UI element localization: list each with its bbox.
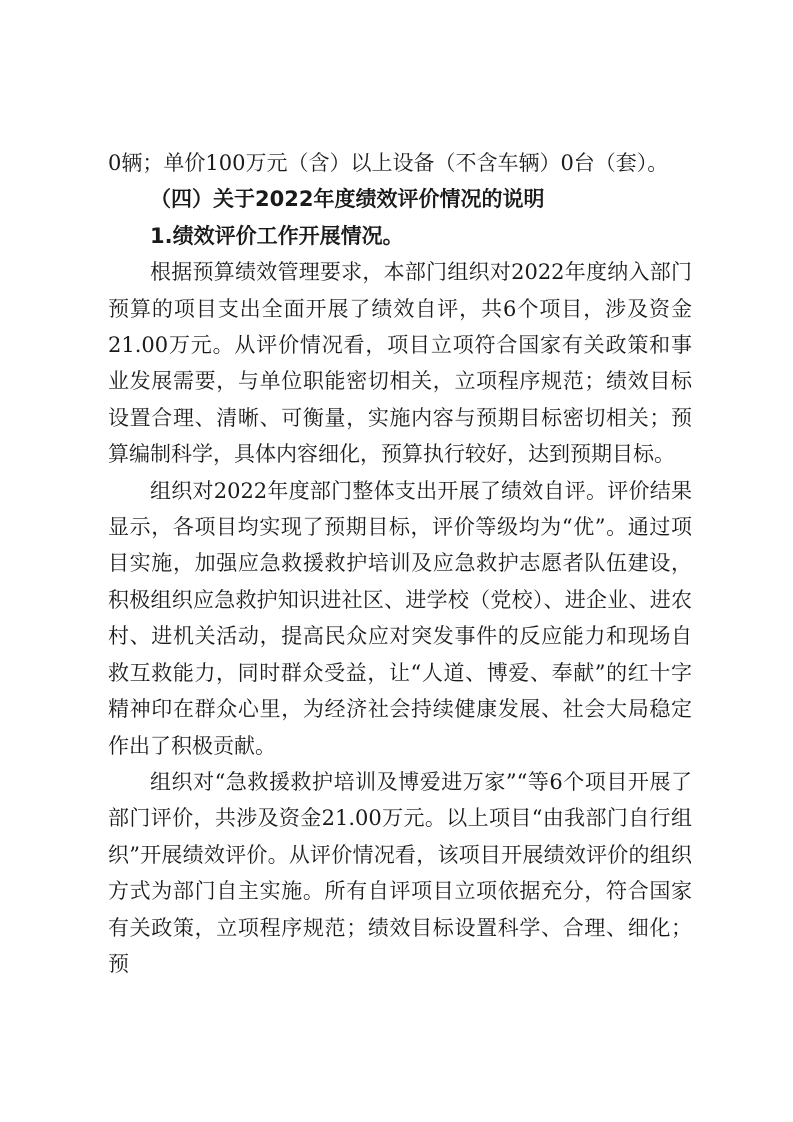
paragraph-overall-evaluation: 组织对2022年度部门整体支出开展了绩效自评。评价结果显示，各项目均实现了预期目标，评价等级均为“优”。通过项目实施，加强应急救援救护培训及应急救护志愿者队伍建设，积极组织应急救护知识进社区、进学校（党校）、进企业、进农村、进机关活动，提高民众应对突发事件的反应能力和现场自救互救能力，同时群众受益，让“人道、博爱、奉献”的红十字精神印在群众心里，为经济社会持续健康发展、社会大局稳定作出了积极贡献。	[108, 478, 692, 758]
sub-heading: 1.绩效评价工作开展情况。	[150, 223, 404, 248]
continuation-line: 0辆；单价100万元（含）以上设备（不含车辆）0台（套）。	[108, 151, 669, 175]
document-body	[108, 145, 692, 982]
paragraph-department-evaluation: 组织对“急救援救护培训及博爱进万家”“等6个项目开展了部门评价，共涉及资金21.00万元。以上项目“由我部门自行组织”开展绩效评价。从评价情况看，该项目开展绩效评价的组织方式为部门自主实施。所有自评项目立项依据充分，符合国家有关政策，立项程序规范；绩效目标设置科学、合理、细化；预	[108, 769, 692, 976]
section-heading: （四）关于2022年度绩效评价情况的说明	[150, 187, 545, 212]
paragraph-budget-evaluation: 根据预算绩效管理要求，本部门组织对2022年度纳入部门预算的项目支出全面开展了绩效自评，共6个项目，涉及资金21.00万元。从评价情况看，项目立项符合国家有关政策和事业发展需要，与单位职能密切相关，立项程序规范；绩效目标设置合理、清晰、可衡量，实施内容与预期目标密切相关；预算编制科学，具体内容细化，预算执行较好，达到预期目标。	[108, 260, 692, 467]
